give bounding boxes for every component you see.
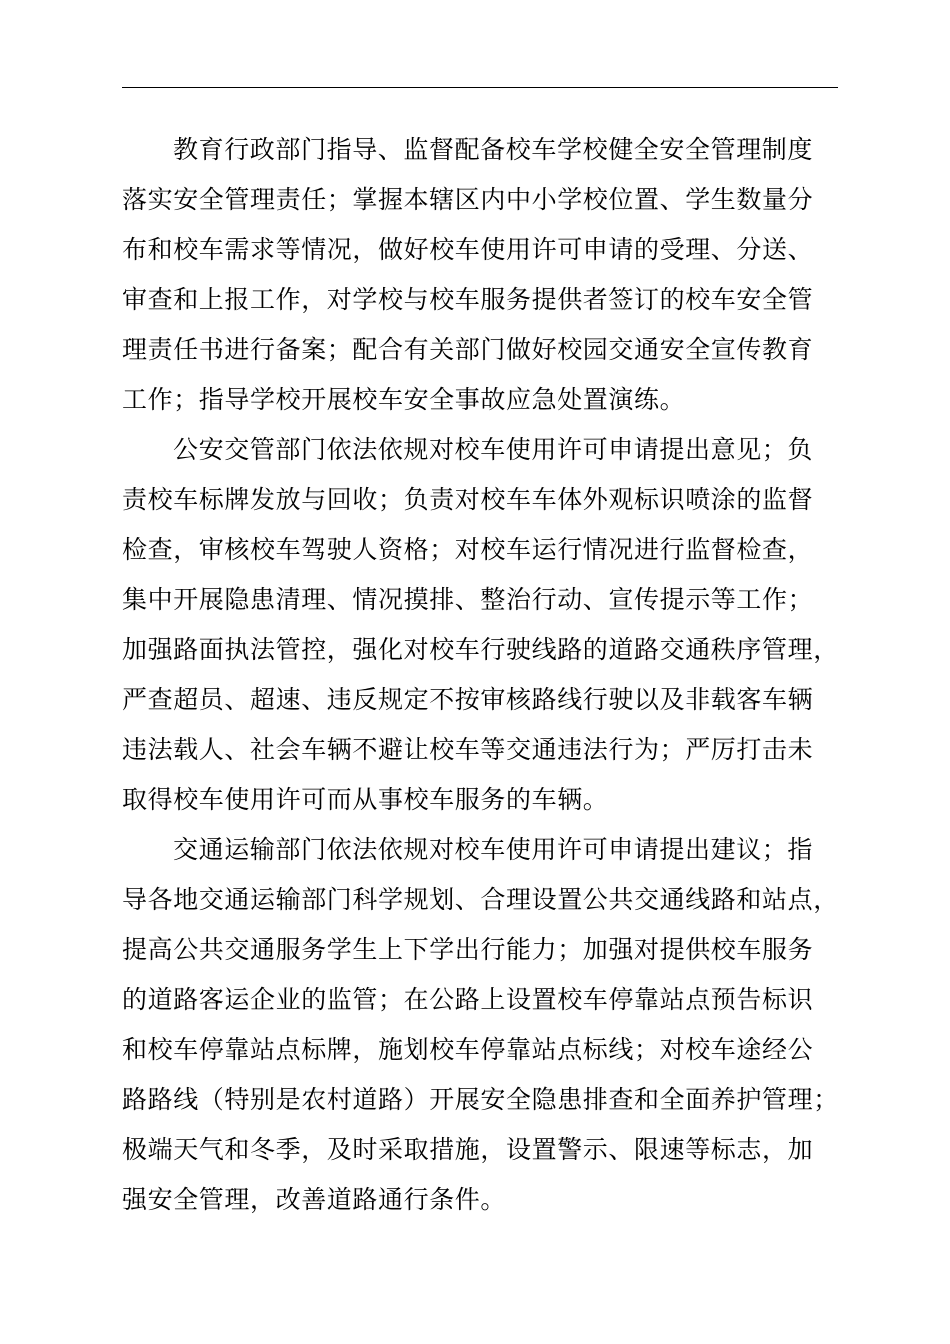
header-rule — [122, 87, 838, 88]
paragraph-line: 布和校车需求等情况，做好校车使用许可申请的受理、分送、 — [122, 235, 814, 264]
paragraph-line: 和校车停靠站点标牌，施划校车停靠站点标线；对校车途经公 — [122, 1035, 814, 1064]
paragraph-line: 集中开展隐患清理、情况摸排、整治行动、宣传提示等工作； — [122, 585, 814, 614]
paragraph-line: 加强路面执法管控，强化对校车行驶线路的道路交通秩序管理， — [122, 635, 839, 664]
paragraph-line: 责校车标牌发放与回收；负责对校车车体外观标识喷涂的监督 — [122, 485, 814, 514]
paragraph-line: 落实安全管理责任；掌握本辖区内中小学校位置、学生数量分 — [122, 185, 814, 214]
paragraph-transport-department — [122, 825, 860, 1225]
paragraph-line: 取得校车使用许可而从事校车服务的车辆。 — [122, 785, 609, 814]
paragraph-education-department — [122, 125, 860, 425]
paragraph-line: 检查，审核校车驾驶人资格；对校车运行情况进行监督检查， — [122, 535, 814, 564]
paragraph-line: 公安交管部门依法依规对校车使用许可申请提出意见；负 — [173, 435, 814, 464]
paragraph-line: 提高公共交通服务学生上下学出行能力；加强对提供校车服务 — [122, 935, 814, 964]
paragraph-line: 交通运输部门依法依规对校车使用许可申请提出建议；指 — [173, 835, 814, 864]
paragraph-line: 的道路客运企业的监管；在公路上设置校车停靠站点预告标识 — [122, 985, 814, 1014]
paragraph-line: 极端天气和冬季，及时采取措施，设置警示、限速等标志，加 — [122, 1135, 814, 1164]
paragraph-line: 强安全管理，改善道路通行条件。 — [122, 1185, 507, 1214]
paragraph-line: 审查和上报工作，对学校与校车服务提供者签订的校车安全管 — [122, 285, 814, 314]
paragraph-traffic-police — [122, 425, 860, 825]
paragraph-line: 路路线（特别是农村道路）开展安全隐患排查和全面养护管理； — [122, 1085, 839, 1114]
paragraph-line: 导各地交通运输部门科学规划、合理设置公共交通线路和站点， — [122, 885, 839, 914]
paragraph-line: 理责任书进行备案；配合有关部门做好校园交通安全宣传教育 — [122, 335, 814, 364]
paragraph-line: 教育行政部门指导、监督配备校车学校健全安全管理制度 — [173, 135, 814, 164]
paragraph-line: 严查超员、超速、违反规定不按审核路线行驶以及非载客车辆 — [122, 685, 814, 714]
body-text — [122, 125, 860, 1225]
paragraph-line: 违法载人、社会车辆不避让校车等交通违法行为；严厉打击未 — [122, 735, 814, 764]
paragraph-line: 工作；指导学校开展校车安全事故应急处置演练。 — [122, 385, 686, 414]
